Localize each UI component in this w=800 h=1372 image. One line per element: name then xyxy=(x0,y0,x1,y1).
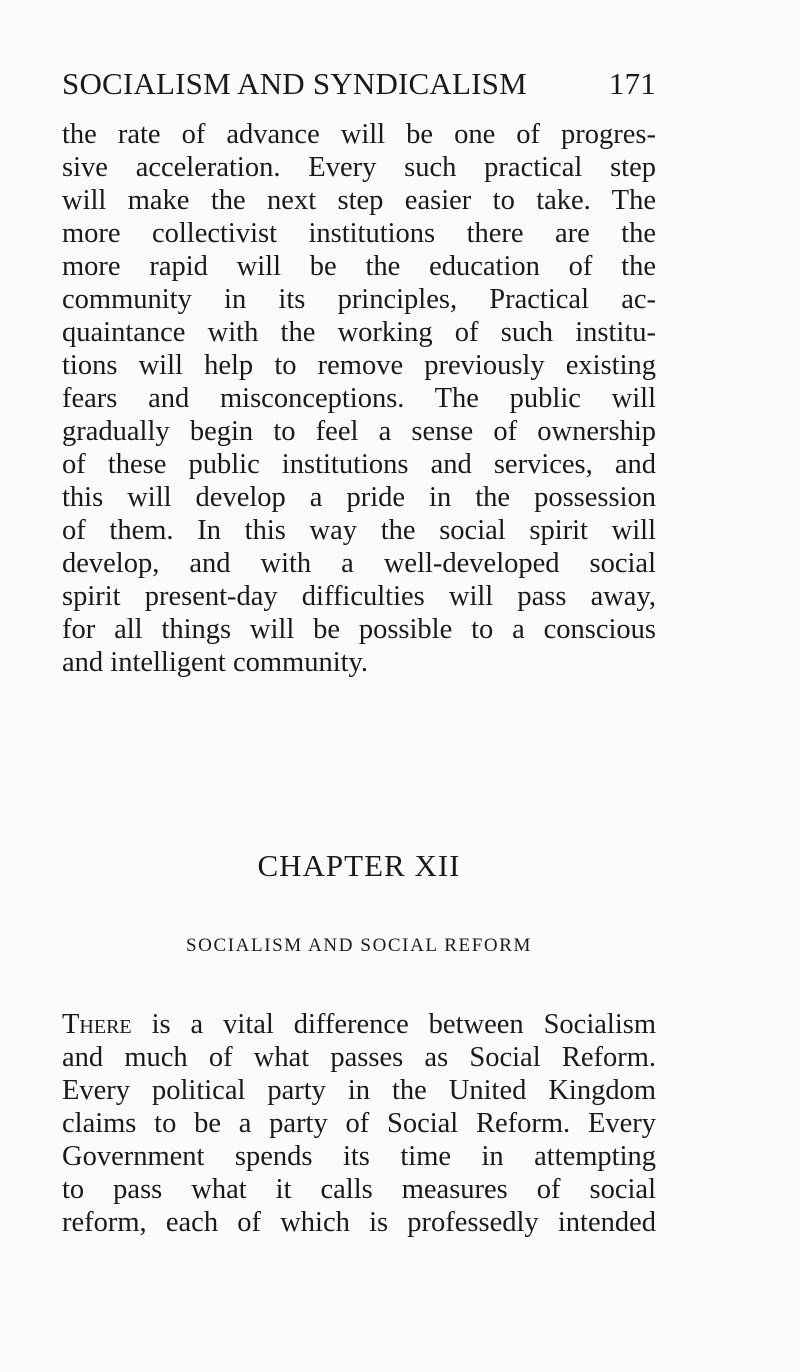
page-number: 171 xyxy=(608,66,656,101)
chapter-subheading: SOCIALISM AND SOCIAL REFORM xyxy=(185,935,532,956)
text-line: quaintance with the working of such institu- xyxy=(62,317,656,348)
text-line: develop, and with a well-developed social xyxy=(62,548,656,579)
text-line: reform, each of which is professedly intended xyxy=(62,1207,656,1238)
text-line: for all things will be possible to a conscious xyxy=(62,614,656,645)
text-line: more rapid will be the education of the xyxy=(62,251,656,282)
text-line: gradually begin to feel a sense of ownership xyxy=(62,416,656,447)
text-line: sive acceleration. Every such practical step xyxy=(62,152,656,183)
running-head xyxy=(62,66,656,106)
text-line-first xyxy=(62,1008,656,1041)
text-line: more collectivist institutions there are the xyxy=(62,218,656,249)
text-line: of these public institutions and services, and xyxy=(62,449,656,480)
text-line: will make the next step easier to take. The xyxy=(62,185,656,216)
text-line: this will develop a pride in the possession xyxy=(62,482,656,513)
text-line: Every political party in the United Kingdom xyxy=(62,1075,656,1106)
text-line: the rate of advance will be one of progres- xyxy=(62,119,656,150)
paragraph-2 xyxy=(62,1008,656,1239)
paragraph-1 xyxy=(62,118,656,679)
text-line: fears and misconceptions. The public will xyxy=(62,383,656,414)
opening-word: There xyxy=(62,1009,132,1040)
text-line: community in its principles, Practical ac- xyxy=(62,284,656,315)
first-line-rest: is a vital difference between Socialism xyxy=(131,1009,656,1040)
text-line: spirit present-day difficulties will pass away, xyxy=(62,581,656,612)
text-line: tions will help to remove previously existing xyxy=(62,350,656,381)
text-line: of them. In this way the social spirit will xyxy=(62,515,656,546)
text-line: to pass what it calls measures of social xyxy=(62,1174,656,1205)
text-line: claims to be a party of Social Reform. Every xyxy=(62,1108,656,1139)
chapter-heading: CHAPTER XII xyxy=(257,848,461,883)
running-head-title: SOCIALISM AND SYNDICALISM xyxy=(62,66,527,101)
text-line: and intelligent community. xyxy=(62,647,369,678)
text-line: and much of what passes as Social Reform. xyxy=(62,1042,656,1073)
text-line: Government spends its time in attempting xyxy=(62,1141,656,1172)
